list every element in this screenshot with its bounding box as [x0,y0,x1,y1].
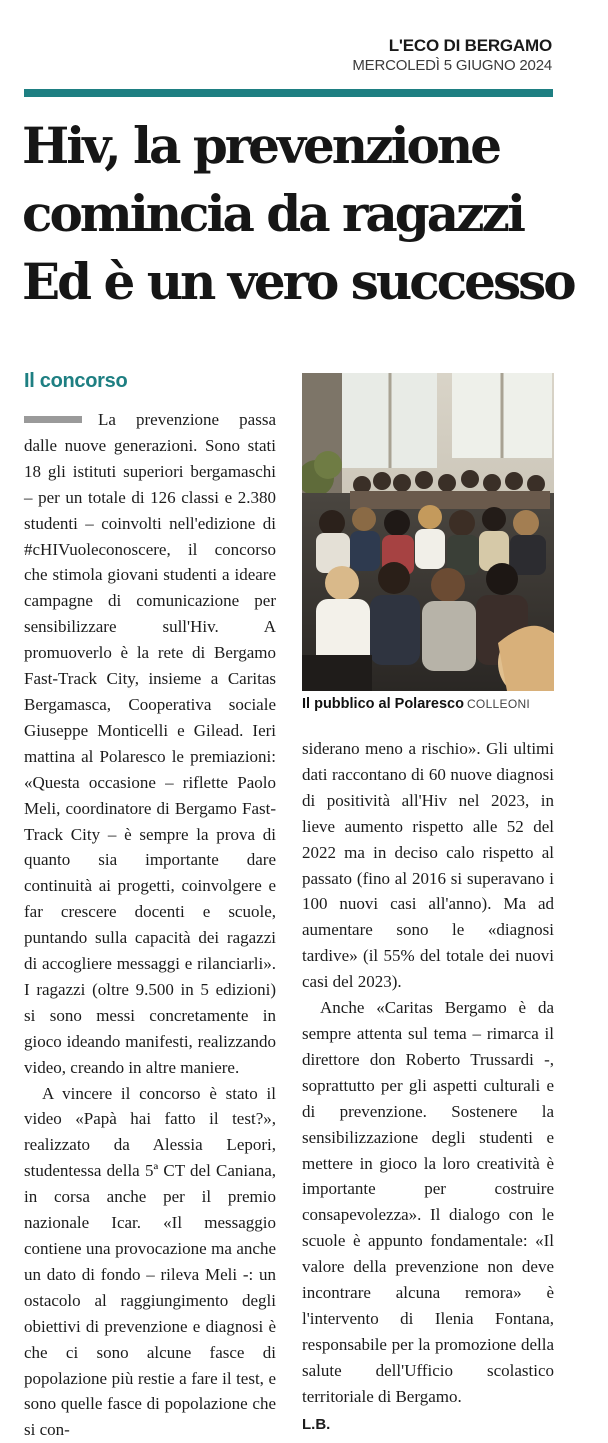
photo-credit: COLLEONI [466,697,531,711]
author-signature: L.B. [302,1415,331,1433]
paragraph-text: La prevenzione passa dalle nuove generazioni. Sono stati 18 gli istituti superiori bergamaschi – per un totale di 126 classi e 2.380 studenti – coinvolti nell'edizione di #cHIVuoleconoscere, il concorso che stimola giovani studenti a ideare campagne di comunicazione per sensibilizzare sull'Hiv. A promuoverlo è la rete di Bergamo Fast-Track City, insieme a Caritas Bergamasca, Cooperativa sociale Giuseppe Monticelli e Gilead. Ieri mattina al Polaresco le premiazioni: «Questa occasione – riflette Paolo Meli, coordinatore di Bergamo Fast-Track City – è sempre la prova di quanto sia importante dare continuità ai progetti, coinvolgere e far crescere docenti e scuole, puntando sulla capacità dei ragazzi di accogliere messaggi e rilanciarli». I ragazzi (oltre 9.500 in 5 edizioni) si sono messi concretamente in gioco ideando manifesti, realizzando video, creando in altre maniere. [24,410,276,1077]
article-photo [302,373,554,691]
audience-photo-illustration [302,373,554,691]
paragraph: Anche «Caritas Bergamo è da sempre attenta sul tema – rimarca il direttore don Roberto Trussardi -, soprattutto per gli aspetti culturali e di prevenzione. Sostenere la sensibilizzazione degli studenti e mettere in gioco la loro creatività è importante per costruire consapevolezza». Il dialogo con le scuole è appunto fondamentale: «Il valore della prevenzione non deve incontrare alcuna remora» è l'intervento di Ilenia Fontana, responsabile per la promozione della salute dell'Ufficio scolastico territoriale di Bergamo. [302,998,554,1406]
headline-line: comincia da ragazzi [22,184,523,243]
lead-bar [24,416,82,423]
article-column-left [24,407,276,1443]
publication-date: MERCOLEDÌ 5 GIUGNO 2024 [352,57,552,74]
headline [22,112,574,316]
article-column-right [302,736,554,1437]
caption-text: Il pubblico al Polaresco [302,696,464,712]
headline-line: Hiv, la prevenzione [22,116,500,175]
paragraph [24,407,276,1081]
header-rule [24,89,553,97]
paragraph: siderano meno a rischio». Gli ultimi dati raccontano di 60 nuove diagnosi di positività all'Hiv nel 2023, in lieve aumento rispetto alle 52 del 2022 ma in deciso calo rispetto al passato (fino al 2016 si superavano i 100 nuovi casi all'anno). Ma ad aumentare sono le «diagnosi tardive» (il 55% del totale dei nuovi casi del 2023). [302,739,554,992]
masthead [352,36,552,75]
paragraph: A vincere il concorso è stato il video «Papà hai fatto il test?», realizzato da Alessia Lepori, studentessa della 5ª CT del Caniana, in corsa anche per il premio nazionale Icar. «Il messaggio contiene una provocazione ma anche un dato di fondo – rileva Meli -: un ostacolo al raggiungimento degli obiettivi di prevenzione e diagnosi è che ci sono alcune fasce di popolazione più restie a fare il test, e sono quelle fasce di popolazione che si con- [24,1083,276,1440]
section-kicker: Il concorso [24,370,128,392]
headline-line: Ed è un vero successo [22,252,574,311]
publication-name: L'ECO DI BERGAMO [388,36,552,55]
photo-caption [302,696,530,712]
